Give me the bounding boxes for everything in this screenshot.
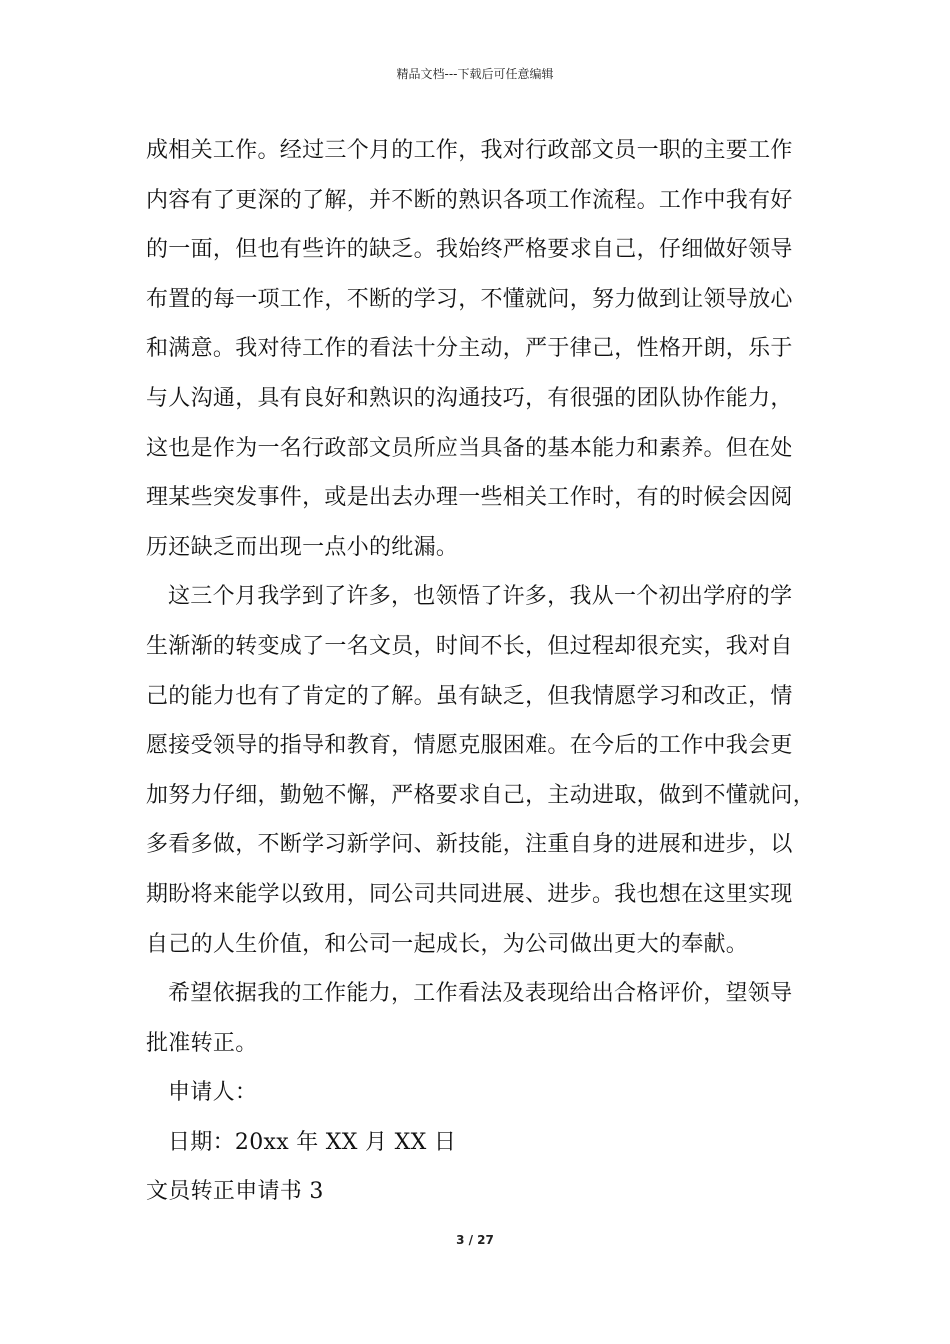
paragraph-line: 自己的人生价值，和公司一起成长，为公司做出更大的奉献。 <box>146 931 749 957</box>
paragraph-line: 己的能力也有了肯定的了解。虽有缺乏，但我情愿学习和改正，情 <box>146 683 793 709</box>
paragraph-line: 这也是作为一名行政部文员所应当具备的基本能力和素养。但在处 <box>146 435 793 461</box>
paragraph-line: 历还缺乏而出现一点小的纰漏。 <box>146 534 459 560</box>
document-body <box>146 126 816 1217</box>
date-line: 日期：20xx 年 XX 月 XX 日 <box>168 1129 457 1155</box>
applicant-label: 申请人： <box>168 1080 258 1106</box>
paragraph-line: 布置的每一项工作，不断的学习，不懂就问，努力做到让领导放心 <box>146 286 793 312</box>
paragraph-line: 与人沟通，具有良好和熟识的沟通技巧，有很强的团队协作能力， <box>146 385 793 411</box>
paragraph-line: 加努力仔细，勤勉不懈，严格要求自己，主动进取，做到不懂就问， <box>146 782 816 808</box>
paragraph-line: 内容有了更深的了解，并不断的熟识各项工作流程。工作中我有好 <box>146 187 793 213</box>
paragraph-line: 的一面，但也有些许的缺乏。我始终严格要求自己，仔细做好领导 <box>146 237 793 263</box>
paragraph-line: 理某些突发事件，或是出去办理一些相关工作时，有的时候会因阅 <box>146 485 793 511</box>
paragraph-line: 这三个月我学到了许多，也领悟了许多，我从一个初出学府的学 <box>168 584 793 610</box>
paragraph-line: 成相关工作。经过三个月的工作，我对行政部文员一职的主要工作 <box>146 138 793 163</box>
paragraph-line: 愿接受领导的指导和教育，情愿克服困难。在今后的工作中我会更 <box>146 733 793 759</box>
paragraph-line: 生渐渐的转变成了一名文员，时间不长，但过程却很充实，我对自 <box>146 633 793 659</box>
paragraph-line: 和满意。我对待工作的看法十分主动，严于律己，性格开朗，乐于 <box>146 336 793 362</box>
paragraph-line: 希望依据我的工作能力，工作看法及表现给出合格评价，望领导 <box>168 981 793 1007</box>
next-section-title: 文员转正申请书 3 <box>146 1179 324 1205</box>
paragraph-line: 批准转正。 <box>146 1030 258 1056</box>
paragraph-line: 多看多做，不断学习新学问、新技能，注重自身的进展和进步，以 <box>146 832 793 858</box>
page-header: 精品文档---下载后可任意编辑 <box>396 67 554 81</box>
paragraph-line: 期盼将来能学以致用，同公司共同进展、进步。我也想在这里实现 <box>146 881 793 907</box>
page-number: 3 / 27 <box>456 1233 494 1247</box>
